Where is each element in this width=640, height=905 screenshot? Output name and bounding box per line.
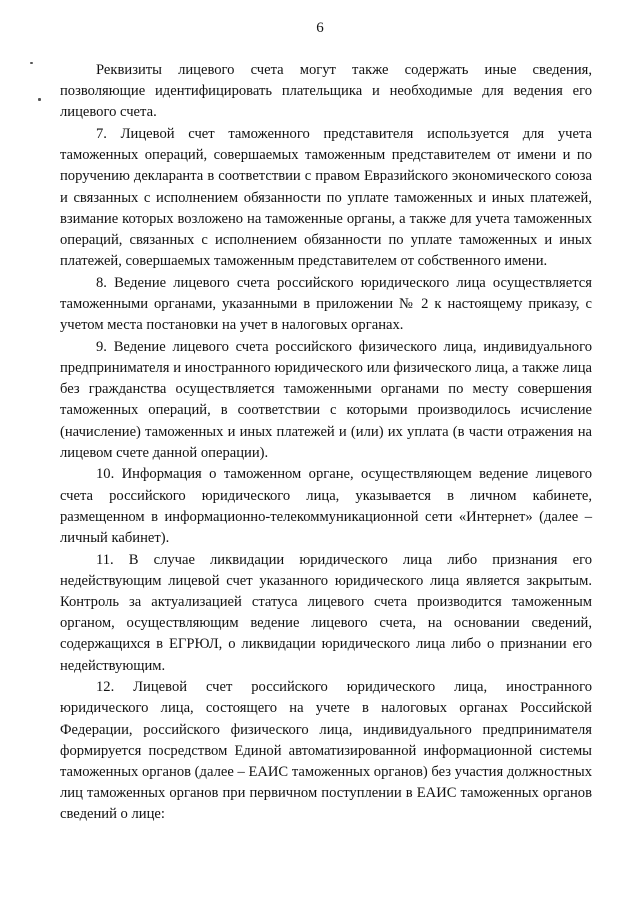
scan-mark bbox=[38, 98, 41, 101]
scan-mark bbox=[30, 62, 33, 64]
paragraph-8: 8. Ведение лицевого счета российского юридического лица осуществляется таможенными органами, указанными в приложении № 2 к настоящему приказу, с учетом места постановки на учет в налоговых органах. bbox=[60, 274, 592, 334]
paragraph-10: 10. Информация о таможенном органе, осуществляющем ведение лицевого счета российского юридического лица, указывается в личном кабинете, размещенном в информационно-телекоммуникационной сети «Интернет» (далее – личный кабинет). bbox=[60, 466, 592, 547]
paragraph-requisites: Реквизиты лицевого счета могут также содержать иные сведения, позволяющие идентифицировать плательщика и необходимые для ведения его лицевого счета. bbox=[60, 62, 592, 121]
document-body bbox=[60, 60, 592, 826]
paragraph-9: 9. Ведение лицевого счета российского физического лица, индивидуального предпринимателя и иностранного юридического или физического лица, а также лица без гражданства осуществляется таможенными органами по месту совершения таможенных операций, в соответствии с которыми производилось исчисление (начисление) таможенных и иных платежей и (или) их уплата (в части отражения на лицевом счете данной операции). bbox=[60, 338, 592, 461]
paragraph-7: 7. Лицевой счет таможенного представителя используется для учета таможенных операций, совершаемых таможенным представителем от имени и по поручению декларанта в соответствии с правом Евразийского экономического союза и связанных с исполнением обязанности по уплате таможенных и иных платежей, взимание которых возложено на таможенные органы, а также для учета таможенных операций, связанных с исполнением обязанности по уплате таможенных и иных платежей, совершаемых таможенным представителем от собственного имени. bbox=[60, 126, 592, 270]
paragraph-11: 11. В случае ликвидации юридического лица либо признания его недействующим лицевой счет указанного юридического лица является закрытым. Контроль за актуализацией статуса лицевого счета производится таможенным органом, осуществляющим ведение лицевого счета, на основании сведений, содержащихся в ЕГРЮЛ, о ликвидации юридического лица либо о признании его недействующим. bbox=[60, 551, 592, 674]
paragraph-12: 12. Лицевой счет российского юридического лица, иностранного юридического лица, состоящего на учете в налоговых органах Российской Федерации, российского физического лица, индивидуального предпринимателя формируется посредством Единой автоматизированной информационной системы таможенных органов (далее – ЕАИС таможенных органов) без участия должностных лиц таможенных органов при первичном поступлении в ЕАИС таможенных органов сведений о лице: bbox=[60, 679, 592, 823]
page-number: 6 bbox=[316, 20, 324, 36]
